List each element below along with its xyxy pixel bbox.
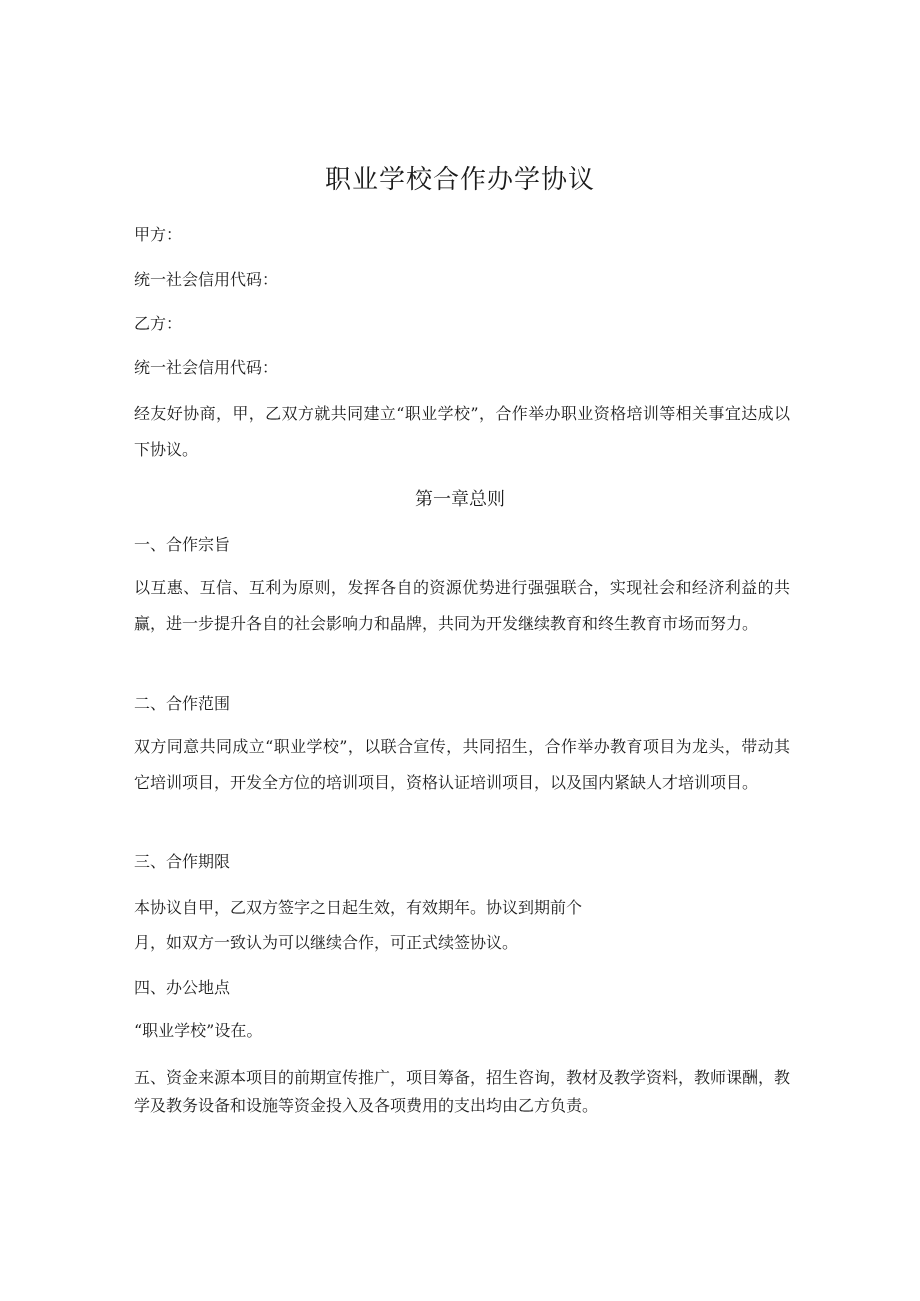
party-b-credit-code-label: 统一社会信用代码： <box>134 358 279 377</box>
section-2-heading: 二、合作范围 <box>134 694 231 713</box>
section-3-body-line-1: 本协议自甲，乙双方签字之日起生效，有效期年。协议到期前个 <box>134 898 583 917</box>
section-1-heading: 一、合作宗旨 <box>134 535 231 554</box>
section-3-heading: 三、合作期限 <box>134 852 231 871</box>
intro-paragraph: 经友好协商，甲，乙双方就共同建立“职业学校”，合作举办职业资格培训等相关事宜达成以下协议。 <box>134 404 790 459</box>
section-4-body: “职业学校”设在。 <box>134 1021 263 1040</box>
party-b-label: 乙方： <box>134 314 183 333</box>
section-2-body: 双方同意共同成立“职业学校”，以联合宣传，共同招生，合作举办教育项目为龙头，带动其它培训项目，开发全方位的培训项目，资格认证培训项目，以及国内紧缺人才培训项目。 <box>134 737 790 792</box>
section-3-body-line-2: 月，如双方一致认为可以继续合作，可正式续签协议。 <box>134 933 519 952</box>
chapter-1-title: 第一章总则 <box>415 489 505 510</box>
section-4-heading: 四、办公地点 <box>134 978 231 997</box>
section-1-body: 以互惠、互信、互利为原则，发挥各自的资源优势进行强强联合，实现社会和经济利益的共赢，进一步提升各自的社会影响力和晶牌，共同为开发继续教育和终生教育市场而努力。 <box>134 578 790 633</box>
document-title: 职业学校合作办学协议 <box>324 165 595 195</box>
party-a-credit-code-label: 统一社会信用代码： <box>134 270 279 289</box>
section-5-paragraph: 五、资金来源本项目的前期宣传推广，项目筹备，招生咨询，教材及教学资料，教师课酬，教学及教务设备和设施等资金投入及各项费用的支出均由乙方负责。 <box>134 1068 791 1115</box>
party-a-label: 甲方： <box>134 225 183 244</box>
